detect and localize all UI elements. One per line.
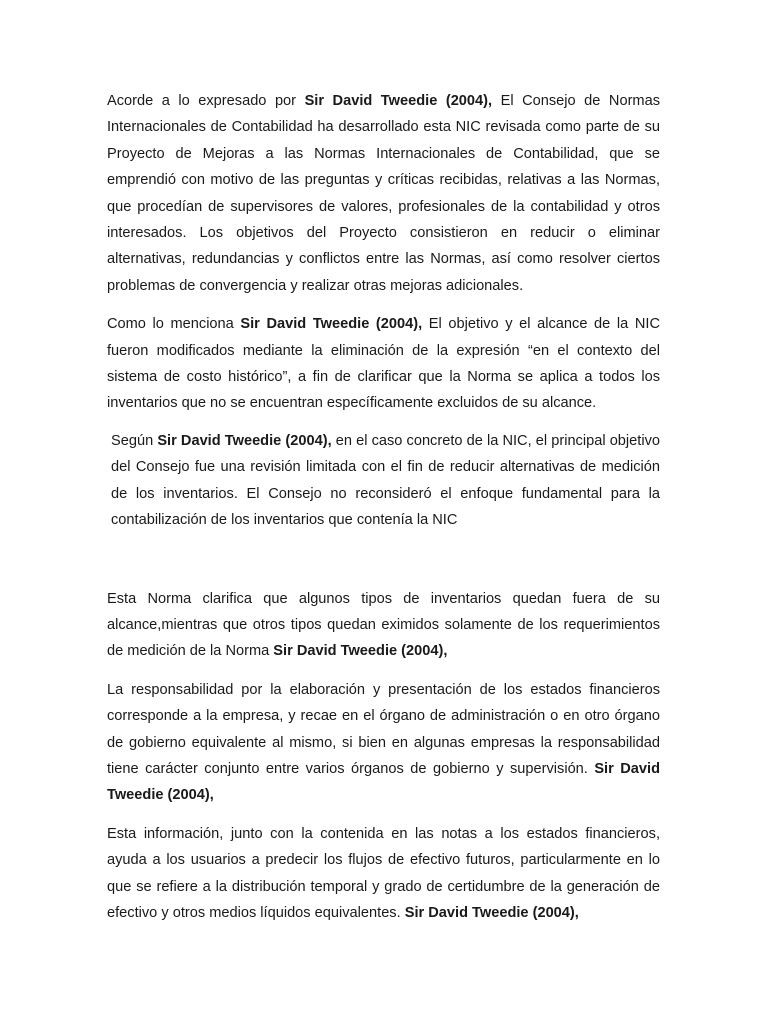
paragraph-6-text-a: Esta información, junto con la contenida en las notas a los estados financieros, ayuda a los usuarios a predecir los flujos de efectivo futuros, particularmente en lo que se refiere a la distribución temporal y grado de certidumbre de la generación de efectivo y otros medios líquidos equivalentes.	[107, 825, 660, 921]
paragraph-3-citation: Sir David Tweedie (2004),	[157, 432, 332, 449]
paragraph-2-text-b: El objetivo y el alcance de la NIC fueron modificados mediante la eliminación de la expresión “en el contexto del sistema de costo histórico”, a fin de clarificar que la Norma se aplica a todos los inventarios que no se encuentran específicamente excluidos de su alcance.	[107, 316, 660, 412]
paragraph-3	[107, 428, 660, 534]
paragraph-4	[107, 586, 660, 665]
paragraph-5	[107, 677, 660, 809]
paragraph-4-text-a: Esta Norma clarifica que algunos tipos de inventarios quedan fuera de su alcance,mientras que otros tipos quedan eximidos solamente de los requerimientos de medición de la Norma	[107, 590, 660, 660]
paragraph-6-citation: Sir David Tweedie (2004),	[404, 904, 579, 921]
paragraph-4-citation: Sir David Tweedie (2004),	[273, 643, 448, 660]
paragraph-2-citation: Sir David Tweedie (2004),	[240, 316, 423, 333]
paragraph-2-text-a: Como lo menciona	[107, 316, 241, 333]
paragraph-1-text-b: El Consejo de Normas Internacionales de Contabilidad ha desarrollado esta NIC revisada como parte de su Proyecto de Mejoras a las Normas Internacionales de Contabilidad, que se emprendió con motivo de las preguntas y críticas recibidas, relativas a las Normas, que procedían de supervisores de valores, profesionales de la contabilidad y otros interesados. Los objetivos del Proyecto consistieron en reducir o eliminar alternativas, redundancias y conflictos entre las Normas, así como resolver ciertos problemas de convergencia y realizar otras mejoras adicionales.	[107, 93, 660, 294]
paragraph-1	[107, 88, 660, 299]
paragraph-1-citation: Sir David Tweedie (2004),	[304, 93, 493, 109]
paragraph-3-text-b: en el caso concreto de la NIC, el principal objetivo del Consejo fue una revisión limitada con el fin de reducir alternativas de medición de los inventarios. El Consejo no reconsideró el enfoque fundamental para la contabilización de los inventarios que contenía la NIC	[111, 432, 660, 529]
paragraph-1-text-a: Acorde a lo expresado por	[107, 93, 305, 109]
paragraph-6	[107, 821, 660, 927]
paragraph-5-citation: Sir David Tweedie (2004),	[107, 760, 661, 804]
paragraph-5-text-a: La responsabilidad por la elaboración y presentación de los estados financieros corresponde a la empresa, y recae en el órgano de administración o en otro órgano de gobierno equivalente al mismo, si bien en algunas empresas la responsabilidad tiene carácter conjunto entre varios órganos de gobierno y supervisión.	[107, 681, 660, 777]
document-page	[107, 88, 660, 926]
paragraph-2	[107, 311, 660, 417]
paragraph-3-text-a: Según	[111, 432, 158, 449]
